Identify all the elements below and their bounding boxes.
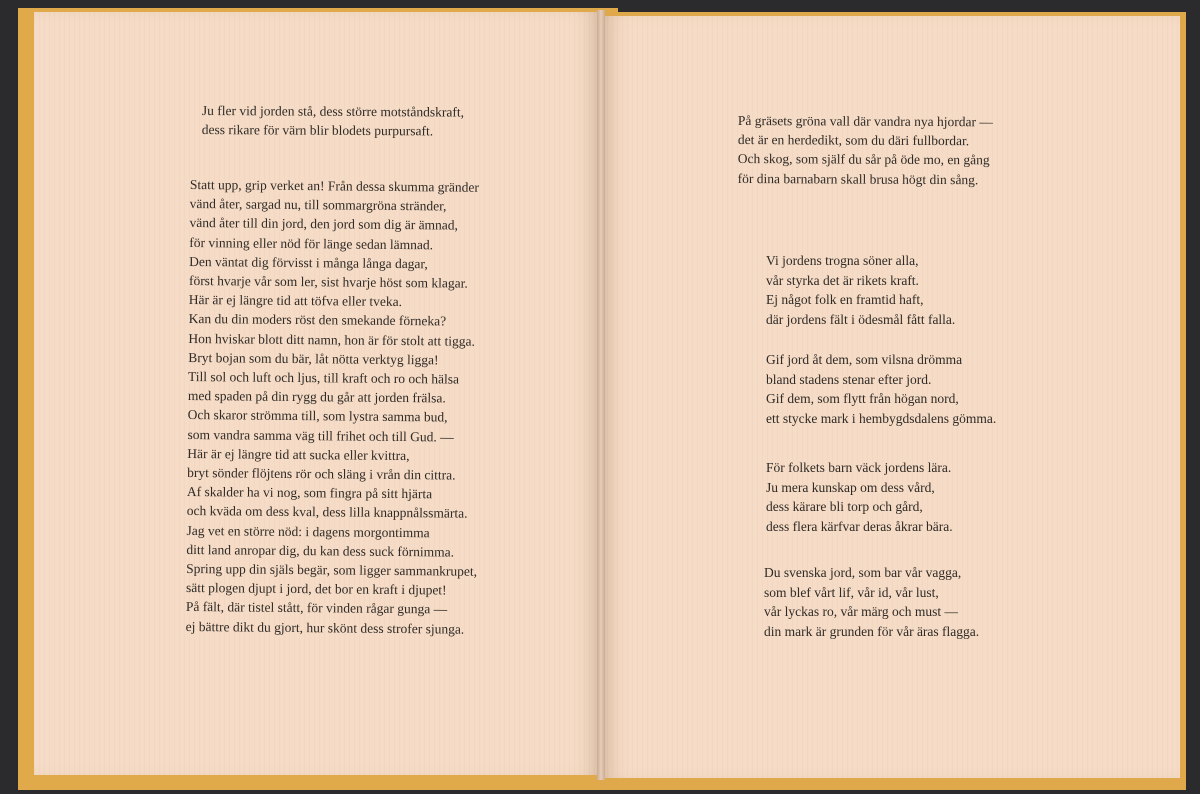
poem-line: det är en herdedikt, som du däri fullbordar.	[737, 132, 970, 149]
poem-line: På gräsets gröna vall där vandra nya hjordar —	[737, 112, 993, 130]
poem-line: Till sol och luft och ljus, till kraft och ro och hälsa	[187, 369, 460, 387]
poem-line: där jordens fält i ödesmål fått falla.	[766, 311, 956, 327]
poem-line: dess kärare bli torp och gård,	[766, 499, 923, 514]
poem-line: Ju mera kunskap om dess vård,	[766, 479, 935, 495]
poem-line: sätt plogen djupt i jord, det bor en kraft i djupet!	[185, 580, 447, 598]
left-intro-stanza	[202, 101, 464, 141]
poem-line: Gif dem, som flytt från högan nord,	[766, 391, 959, 406]
poem-line: vänd åter till din jord, den jord som dig är ämnad,	[189, 215, 459, 233]
poem-line: som blef vårt lif, vår id, vår lust,	[764, 584, 939, 600]
poem-line: bryt sönder flöjtens rör och släng i vrån din cittra.	[187, 465, 456, 483]
poem-line: Vi jordens trogna söner alla,	[766, 253, 919, 268]
poem-line: dess rikare för värn blir blodets purpursaft.	[201, 122, 434, 139]
poem-line: och kväda om dess kval, dess lilla knappnålssmärta.	[186, 503, 468, 522]
poem-line: Kan du din moders röst den smekande förneka?	[188, 311, 447, 329]
book-gutter	[597, 10, 605, 780]
poem-line: för dina barnabarn skall brusa högt din sång.	[737, 170, 979, 187]
poem-line: För folkets barn väck jordens lära.	[766, 460, 952, 475]
poem-line: vänd åter, sargad nu, till sommargröna stränder,	[189, 196, 447, 214]
poem-line: Här är ej längre tid att töfva eller tveka.	[188, 292, 403, 310]
poem-line: Här är ej längre tid att sucka eller kvittra,	[187, 445, 410, 463]
poem-line: först hvarje vår som ler, sist hvarje höst som klagar.	[188, 273, 468, 291]
poem-line: Och skaror strömma till, som lystra samma bud,	[187, 407, 448, 425]
poem-line: Och skog, som själf du sår på öde mo, en gång	[737, 151, 990, 168]
right-stanza-4	[766, 458, 953, 536]
poem-line: Af skalder ha vi nog, som fingra på sitt hjärta	[186, 484, 433, 502]
poem-line: Statt upp, grip verket an! Från dessa skumma gränder	[189, 176, 480, 195]
poem-line: Spring upp din själs begär, som ligger sammankrupet,	[186, 561, 478, 579]
poem-line: På fält, där tistel stått, för vinden rågar gunga —	[185, 599, 448, 617]
poem-line: vår lyckas ro, vår märg och must —	[764, 604, 958, 619]
poem-line: för vinning eller nöd för länge sedan lämnad.	[189, 234, 434, 252]
right-stanza-3	[766, 350, 996, 428]
left-main-stanza	[186, 175, 481, 639]
poem-line: med spaden på din rygg du går att jorden frälsa.	[187, 388, 446, 406]
poem-line: din mark är grunden för vår äras flagga.	[764, 623, 980, 639]
poem-line: Jag vet en större nöd: i dagens morgontimma	[186, 522, 430, 540]
poem-line: dess flera kärfvar deras åkrar bära.	[766, 518, 953, 534]
poem-line: Du svenska jord, som bar vår vagga,	[764, 565, 962, 580]
poem-line: bland stadens stenar efter jord.	[766, 371, 932, 387]
poem-line: Ej något folk en framtid haft,	[766, 292, 924, 307]
poem-line: som vandra samma väg till frihet och till Gud. —	[187, 426, 454, 445]
poem-line: ditt land anropar dig, du kan dess suck förnimma.	[186, 541, 455, 560]
poem-line: ej bättre dikt du gjort, hur skönt dess strofer sjunga.	[185, 618, 465, 637]
poem-line: Bryt bojan som du bär, låt nötta verktyg ligga!	[188, 349, 439, 368]
poem-line: Den väntat dig förvisst i många långa dagar,	[189, 253, 428, 272]
poem-line: vår styrka det är rikets kraft.	[766, 272, 919, 288]
poem-line: Gif jord åt dem, som vilsna drömma	[766, 352, 963, 367]
poem-line: ett stycke mark i hembygdsdalens gömma.	[766, 410, 997, 426]
right-stanza-2	[766, 251, 955, 329]
poem-line: Hon hviskar blott ditt namn, hon är för stolt att tigga.	[188, 330, 475, 349]
right-stanza-1	[738, 111, 993, 189]
poem-line: Ju fler vid jorden stå, dess större motståndskraft,	[201, 102, 465, 120]
right-stanza-5	[764, 563, 979, 641]
